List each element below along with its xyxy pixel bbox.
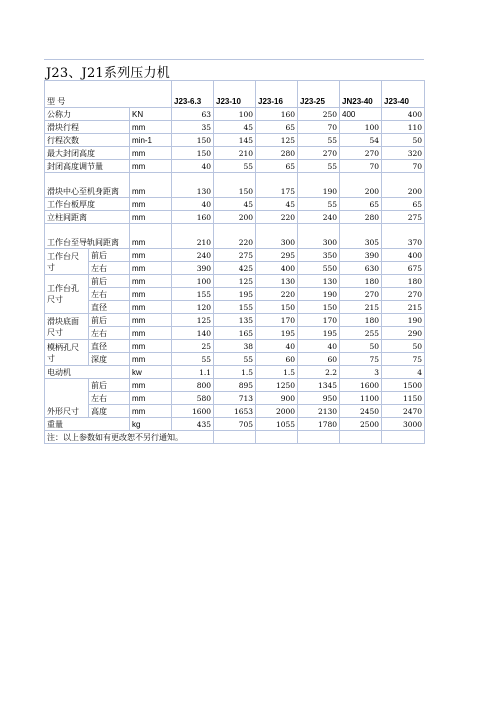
table-row <box>45 211 425 224</box>
unit-cell: mm <box>130 262 172 275</box>
value-cell: 280 <box>340 211 382 224</box>
model-header: J23-10 <box>214 81 256 108</box>
value-cell: 130 <box>298 275 340 288</box>
value-cell: 275 <box>382 211 425 224</box>
table-row <box>45 160 425 173</box>
blank-cell <box>298 431 340 444</box>
value-cell: 170 <box>256 314 298 327</box>
value-cell: 65 <box>382 198 425 211</box>
unit-cell: mm <box>130 301 172 314</box>
value-cell: 950 <box>298 392 340 405</box>
value-cell: 215 <box>340 301 382 314</box>
value-cell: 180 <box>340 314 382 327</box>
value-cell: 45 <box>214 121 256 134</box>
value-cell: 190 <box>298 173 340 198</box>
value-cell: 800 <box>172 379 214 392</box>
param-name: 直径 <box>89 340 130 353</box>
top-divider <box>44 59 424 60</box>
value-cell: 1.5 <box>256 366 298 379</box>
table-row <box>45 134 425 147</box>
table-row <box>45 173 425 198</box>
param-name: 深度 <box>89 353 130 366</box>
value-cell: 895 <box>214 379 256 392</box>
value-cell: 175 <box>256 173 298 198</box>
value-cell: 150 <box>256 301 298 314</box>
unit-cell: min-1 <box>130 134 172 147</box>
param-name: 工作台板厚度 <box>45 198 130 211</box>
value-cell: 220 <box>256 288 298 301</box>
value-cell: 215 <box>382 301 425 314</box>
value-cell: 3 <box>340 366 382 379</box>
value-cell: 1653 <box>214 405 256 418</box>
value-cell: 300 <box>298 224 340 249</box>
value-cell: 120 <box>172 301 214 314</box>
value-cell: 300 <box>256 224 298 249</box>
table-row <box>45 224 425 249</box>
value-cell: 125 <box>172 314 214 327</box>
table-row <box>45 405 425 418</box>
value-cell: 295 <box>256 249 298 262</box>
table-row <box>45 262 425 275</box>
unit-cell: mm <box>130 353 172 366</box>
value-cell: 170 <box>298 314 340 327</box>
value-cell: 40 <box>256 340 298 353</box>
table-row <box>45 340 425 353</box>
param-name: 滑块中心至机身距离 <box>45 173 130 198</box>
unit-cell: mm <box>130 198 172 211</box>
table-row <box>45 121 425 134</box>
value-cell: 195 <box>256 327 298 340</box>
value-cell: 38 <box>214 340 256 353</box>
value-cell: 70 <box>298 121 340 134</box>
value-cell: 580 <box>172 392 214 405</box>
value-cell: 290 <box>382 327 425 340</box>
value-cell: 270 <box>298 147 340 160</box>
value-cell: 65 <box>256 160 298 173</box>
blank-cell <box>382 431 425 444</box>
document-title: J23、J21系列压力机 <box>46 66 170 81</box>
unit-cell: mm <box>130 405 172 418</box>
unit-cell: mm <box>130 314 172 327</box>
value-cell: 3000 <box>382 418 425 431</box>
blank-cell <box>340 431 382 444</box>
value-cell: 195 <box>298 327 340 340</box>
value-cell: 255 <box>340 327 382 340</box>
param-name: 立柱间距离 <box>45 211 130 224</box>
value-cell: 1780 <box>298 418 340 431</box>
value-cell: 1600 <box>172 405 214 418</box>
unit-cell: mm <box>130 121 172 134</box>
value-cell: 240 <box>298 211 340 224</box>
param-name: 左右 <box>89 262 130 275</box>
value-cell: 55 <box>298 198 340 211</box>
model-header: JN23-40 <box>340 81 382 108</box>
unit-cell: mm <box>130 147 172 160</box>
table-row <box>45 249 425 262</box>
unit-cell: mm <box>130 160 172 173</box>
value-cell: 1600 <box>340 379 382 392</box>
value-cell: 54 <box>340 134 382 147</box>
value-cell: 55 <box>172 353 214 366</box>
value-cell: 713 <box>214 392 256 405</box>
value-cell: 150 <box>172 134 214 147</box>
unit-cell: mm <box>130 249 172 262</box>
group-name: 模柄孔尺寸 <box>45 340 89 366</box>
value-cell: 100 <box>340 121 382 134</box>
value-cell: 705 <box>214 418 256 431</box>
value-cell: 110 <box>382 121 425 134</box>
value-cell: 55 <box>214 160 256 173</box>
param-name: 滑块行程 <box>45 121 130 134</box>
model-label: 型 号 <box>45 81 172 108</box>
value-cell: 275 <box>214 249 256 262</box>
value-cell: 390 <box>172 262 214 275</box>
param-name: 高度 <box>89 405 130 418</box>
param-name: 前后 <box>89 249 130 262</box>
value-cell: 55 <box>298 134 340 147</box>
group-name: 工作台孔尺寸 <box>45 275 89 314</box>
param-name: 重量 <box>45 418 130 431</box>
model-header: J23-6.3 <box>172 81 214 108</box>
param-name: 封闭高度调节量 <box>45 160 130 173</box>
value-cell: 270 <box>340 147 382 160</box>
value-cell: 210 <box>214 147 256 160</box>
value-cell: 220 <box>214 224 256 249</box>
value-cell: 550 <box>298 262 340 275</box>
value-cell: 45 <box>256 198 298 211</box>
value-cell: 270 <box>340 288 382 301</box>
unit-cell: KN <box>130 108 172 121</box>
group-name: 滑块底面尺寸 <box>45 314 89 340</box>
value-cell: 50 <box>382 340 425 353</box>
table-row <box>45 366 425 379</box>
table-row <box>45 379 425 392</box>
value-cell: 210 <box>172 224 214 249</box>
value-cell: 220 <box>256 211 298 224</box>
value-cell: 125 <box>256 134 298 147</box>
value-cell: 55 <box>214 353 256 366</box>
group-name: 工作台尺寸 <box>45 249 89 275</box>
table-row <box>45 353 425 366</box>
value-cell: 2450 <box>340 405 382 418</box>
value-cell: 630 <box>340 262 382 275</box>
param-name: 工作台至导轨间距离 <box>45 224 130 249</box>
unit-cell: mm <box>130 224 172 249</box>
value-cell: 2.2 <box>298 366 340 379</box>
unit-cell: mm <box>130 379 172 392</box>
value-cell: 75 <box>382 353 425 366</box>
param-name: 最大封闭高度 <box>45 147 130 160</box>
unit-cell: mm <box>130 288 172 301</box>
value-cell: 135 <box>214 314 256 327</box>
value-cell: 675 <box>382 262 425 275</box>
value-cell: 130 <box>256 275 298 288</box>
value-cell: 40 <box>172 198 214 211</box>
value-cell: 40 <box>298 340 340 353</box>
note-row <box>45 431 425 444</box>
value-cell: 240 <box>172 249 214 262</box>
table-row <box>45 314 425 327</box>
value-cell: 4 <box>382 366 425 379</box>
value-cell: 63 <box>172 108 214 121</box>
spec-table <box>44 80 425 444</box>
unit-cell: mm <box>130 211 172 224</box>
group-name: 外形尺寸 <box>45 379 89 418</box>
value-cell: 320 <box>382 147 425 160</box>
value-cell: 190 <box>382 314 425 327</box>
table-row <box>45 327 425 340</box>
unit-cell: mm <box>130 173 172 198</box>
value-cell: 180 <box>340 275 382 288</box>
value-cell: 65 <box>340 198 382 211</box>
value-cell: 1055 <box>256 418 298 431</box>
value-cell: 60 <box>298 353 340 366</box>
footnote: 注：以上参数如有更改恕不另行通知。 <box>45 431 214 444</box>
value-cell: 305 <box>340 224 382 249</box>
value-cell: 45 <box>214 198 256 211</box>
value-cell: 400 <box>382 108 425 121</box>
param-name: 左右 <box>89 288 130 301</box>
value-cell: 190 <box>298 288 340 301</box>
unit-cell: mm <box>130 275 172 288</box>
value-cell: 280 <box>256 147 298 160</box>
value-cell: 400 <box>340 108 382 121</box>
table-row <box>45 392 425 405</box>
unit-cell: mm <box>130 340 172 353</box>
value-cell: 1100 <box>340 392 382 405</box>
value-cell: 195 <box>214 288 256 301</box>
unit-cell: mm <box>130 327 172 340</box>
value-cell: 150 <box>214 173 256 198</box>
table-row <box>45 147 425 160</box>
value-cell: 200 <box>382 173 425 198</box>
value-cell: 130 <box>172 173 214 198</box>
value-cell: 180 <box>382 275 425 288</box>
value-cell: 125 <box>214 275 256 288</box>
value-cell: 250 <box>298 108 340 121</box>
value-cell: 435 <box>172 418 214 431</box>
model-header: J23-25 <box>298 81 340 108</box>
value-cell: 400 <box>256 262 298 275</box>
param-name: 前后 <box>89 314 130 327</box>
value-cell: 70 <box>382 160 425 173</box>
value-cell: 150 <box>298 301 340 314</box>
table-row <box>45 301 425 314</box>
table-row <box>45 418 425 431</box>
value-cell: 350 <box>298 249 340 262</box>
param-name: 直径 <box>89 301 130 314</box>
model-header: J23-16 <box>256 81 298 108</box>
value-cell: 370 <box>382 224 425 249</box>
table-row <box>45 198 425 211</box>
value-cell: 1345 <box>298 379 340 392</box>
value-cell: 160 <box>256 108 298 121</box>
value-cell: 1150 <box>382 392 425 405</box>
value-cell: 55 <box>298 160 340 173</box>
unit-cell: kg <box>130 418 172 431</box>
value-cell: 100 <box>172 275 214 288</box>
value-cell: 70 <box>340 160 382 173</box>
value-cell: 40 <box>172 160 214 173</box>
value-cell: 145 <box>214 134 256 147</box>
value-cell: 100 <box>214 108 256 121</box>
value-cell: 165 <box>214 327 256 340</box>
param-name: 公称力 <box>45 108 130 121</box>
param-name: 前后 <box>89 379 130 392</box>
blank-cell <box>214 431 256 444</box>
value-cell: 2000 <box>256 405 298 418</box>
param-name: 行程次数 <box>45 134 130 147</box>
unit-cell: kw <box>130 366 172 379</box>
value-cell: 1250 <box>256 379 298 392</box>
blank-cell <box>256 431 298 444</box>
value-cell: 200 <box>340 173 382 198</box>
param-name: 电动机 <box>45 366 130 379</box>
value-cell: 75 <box>340 353 382 366</box>
param-name: 左右 <box>89 392 130 405</box>
value-cell: 50 <box>340 340 382 353</box>
value-cell: 155 <box>214 301 256 314</box>
unit-cell: mm <box>130 392 172 405</box>
value-cell: 200 <box>214 211 256 224</box>
param-name: 左右 <box>89 327 130 340</box>
table-row <box>45 275 425 288</box>
table-row <box>45 108 425 121</box>
param-name: 前后 <box>89 275 130 288</box>
value-cell: 400 <box>382 249 425 262</box>
table-row <box>45 288 425 301</box>
value-cell: 425 <box>214 262 256 275</box>
value-cell: 270 <box>382 288 425 301</box>
value-cell: 140 <box>172 327 214 340</box>
model-header: J23-40 <box>382 81 425 108</box>
value-cell: 65 <box>256 121 298 134</box>
value-cell: 2130 <box>298 405 340 418</box>
value-cell: 2470 <box>382 405 425 418</box>
value-cell: 155 <box>172 288 214 301</box>
value-cell: 1500 <box>382 379 425 392</box>
value-cell: 160 <box>172 211 214 224</box>
value-cell: 60 <box>256 353 298 366</box>
value-cell: 150 <box>172 147 214 160</box>
value-cell: 25 <box>172 340 214 353</box>
value-cell: 50 <box>382 134 425 147</box>
table-header-row <box>45 81 425 108</box>
value-cell: 900 <box>256 392 298 405</box>
value-cell: 1.1 <box>172 366 214 379</box>
value-cell: 1.5 <box>214 366 256 379</box>
value-cell: 2500 <box>340 418 382 431</box>
value-cell: 35 <box>172 121 214 134</box>
value-cell: 390 <box>340 249 382 262</box>
